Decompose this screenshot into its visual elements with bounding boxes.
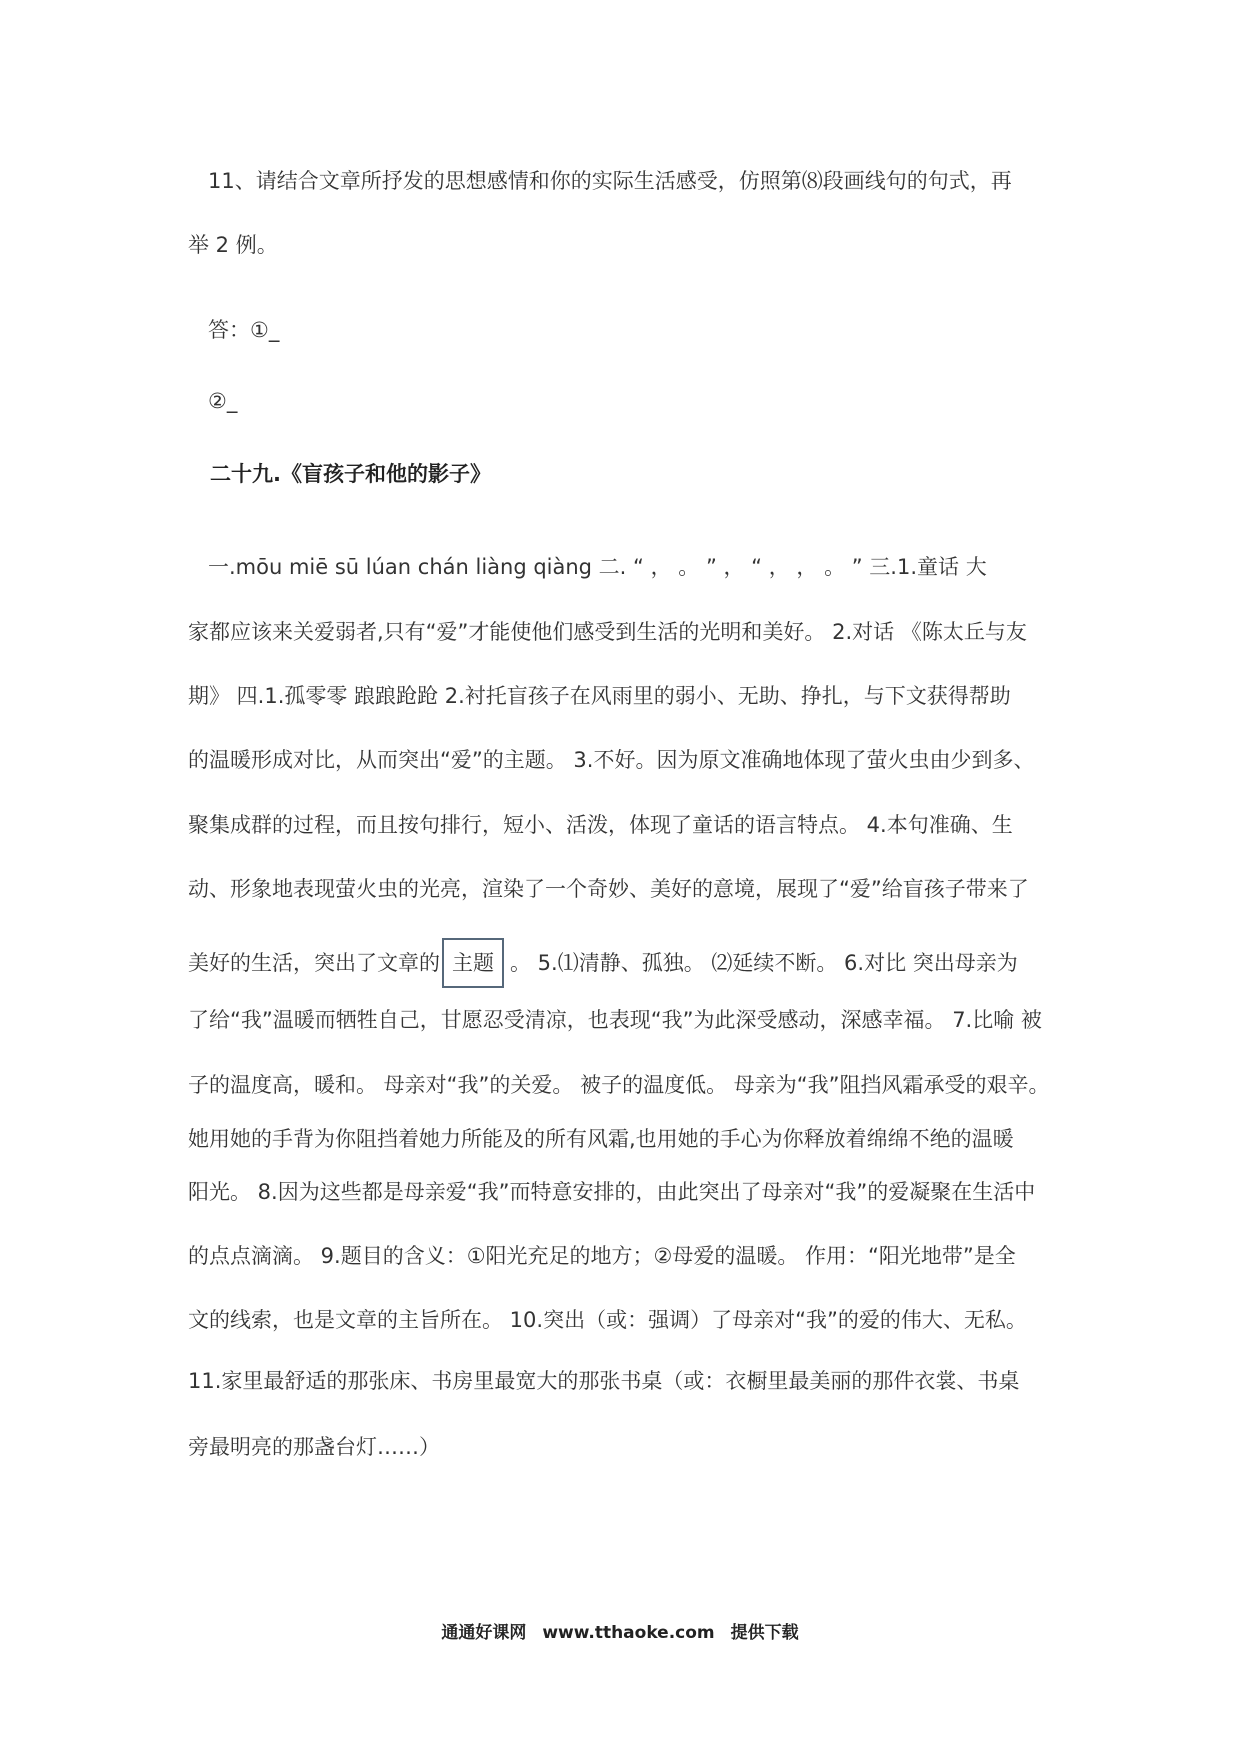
answer-key-line: 的温暖形成对比，从而突出“爱”的主题。 3.不好。因为原文准确地体现了萤火虫由少到多、 [188, 748, 1035, 772]
footer-url: www.tthaoke.com [542, 1623, 715, 1643]
footer-site-name: 通通好课网 [441, 1623, 527, 1643]
answer-blank-1: 答：①_ [208, 318, 280, 342]
answer-key-line: 聚集成群的过程，而且按句排行，短小、活泼，体现了童话的语言特点。 4.本句准确、生 [188, 813, 1013, 837]
answer-key-text: 美好的生活，突出了文章的 [188, 951, 440, 975]
answer-key-line: 家都应该来关爱弱者,只有“爱”才能使他们感受到生活的光明和美好。 2.对话 《陈太丘与友 [188, 620, 1027, 644]
footer-suffix: 提供下载 [730, 1623, 799, 1643]
answer-key-line: 阳光。 8.因为这些都是母亲爱“我”而特意安排的，由此突出了母亲对“我”的爱凝聚在生活中 [188, 1180, 1036, 1204]
answer-key-line: 文的线索，也是文章的主旨所在。 10.突出（或：强调）了母亲对“我”的爱的伟大、无私。 [188, 1308, 1027, 1332]
answer-key-line: 子的温度高，暖和。 母亲对“我”的关爱。 被子的温度低。 母亲为“我”阻挡风霜承受的艰辛。 [188, 1073, 1050, 1097]
answer-key-line: 她用她的手背为你阻挡着她力所能及的所有风霜,也用她的手心为你释放着绵绵不绝的温暖 [188, 1127, 1014, 1151]
answer-key-line: 的点点滴滴。 9.题目的含义：①阳光充足的地方；②母爱的温暖。 作用：“阳光地带”是全 [188, 1244, 1016, 1268]
answer-key-line: 了给“我”温暖而牺牲自己，甘愿忍受清凉，也表现“我”为此深受感动，深感幸福。 7.比喻 被 [188, 1008, 1042, 1032]
answer-key-line: 一.mōu miē sū lúan chán liàng qiàng 二. “ ， 。 ” ， “ ， ， 。 ” 三.1.童话 大 [208, 555, 987, 579]
highlight-box: 主题 [442, 938, 504, 988]
answer-key-line: 11.家里最舒适的那张床、书房里最宽大的那张书桌（或：衣橱里最美丽的那件衣裳、书桌 [188, 1369, 1020, 1393]
answer-blank-2: ②_ [208, 389, 238, 413]
answer-key-line: 动、形象地表现萤火虫的光亮，渲染了一个奇妙、美好的意境，展现了“爱”给盲孩子带来了 [188, 877, 1029, 901]
question-11-line1: 11、请结合文章所抒发的思想感情和你的实际生活感受，仿照第⑻段画线句的句式，再 [208, 169, 1012, 193]
answer-key-line: 旁最明亮的那盏台灯……） [188, 1435, 440, 1459]
answer-key-line: 期》 四.1.孤零零 踉踉跄跄 2.衬托盲孩子在风雨里的弱小、无助、挣扎，与下文获得帮助 [188, 684, 1011, 708]
answer-key-line-with-box [188, 938, 1018, 988]
section-heading: 二十九.《盲孩子和他的影子》 [210, 462, 491, 486]
page-footer [0, 1618, 1240, 1643]
question-11-line2: 举 2 例。 [188, 233, 278, 257]
answer-key-text: 。 5.⑴清静、孤独。 ⑵延续不断。 6.对比 突出母亲为 [510, 951, 1018, 975]
